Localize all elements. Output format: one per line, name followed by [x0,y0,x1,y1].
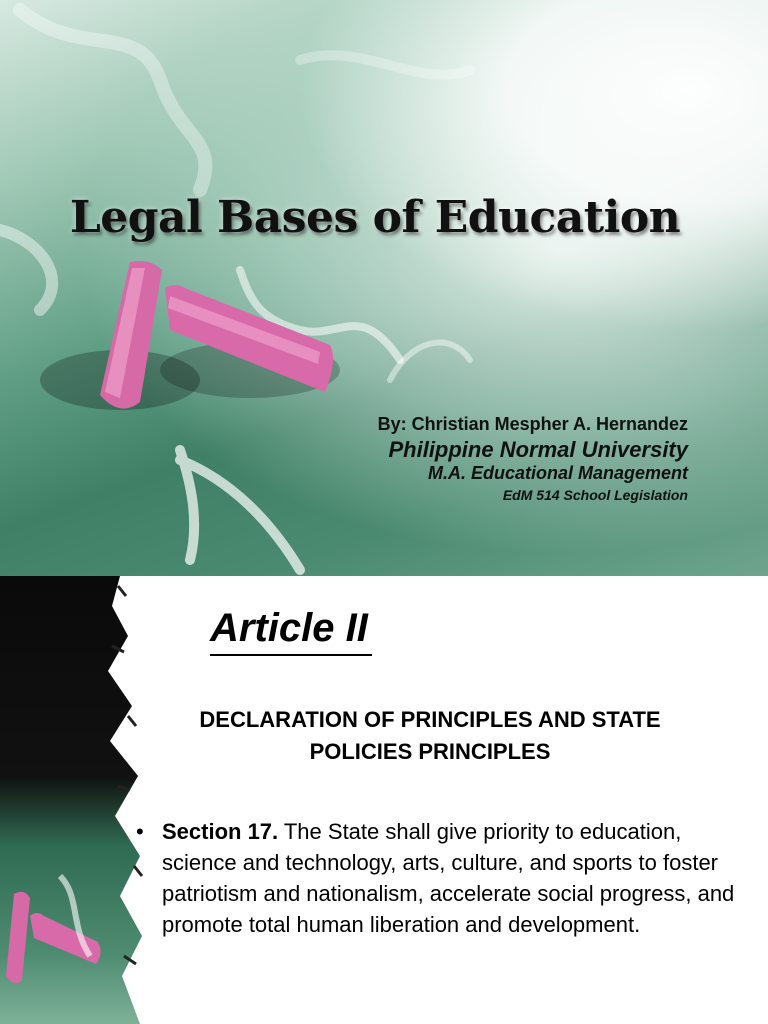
section-text: The State shall give priority to education, science and technology, arts, culture, and sports to foster patriotism and nationalism, accelerate social progress, and promote total human liberation and development. [162,819,735,937]
list-item [136,816,736,940]
section-label: Section 17. [162,819,279,844]
article-title: Article II [210,602,372,656]
credits-block [378,414,688,503]
degree-program: M.A. Educational Management [427,463,688,483]
article-slide [0,576,768,1024]
chalkboard-edge-decoration [0,576,150,1024]
presentation-title: Legal Bases of Education [69,192,681,243]
author-line: By: Christian Mespher A. Hernandez [377,414,688,434]
university-name: Philippine Normal University [388,437,688,462]
section-list [136,816,736,940]
course-name: EdM 514 School Legislation [502,487,688,503]
declaration-heading: DECLARATION OF PRINCIPLES AND STATE POLICIES PRINCIPLES [199,707,661,764]
bullet-icon: • [136,819,144,844]
